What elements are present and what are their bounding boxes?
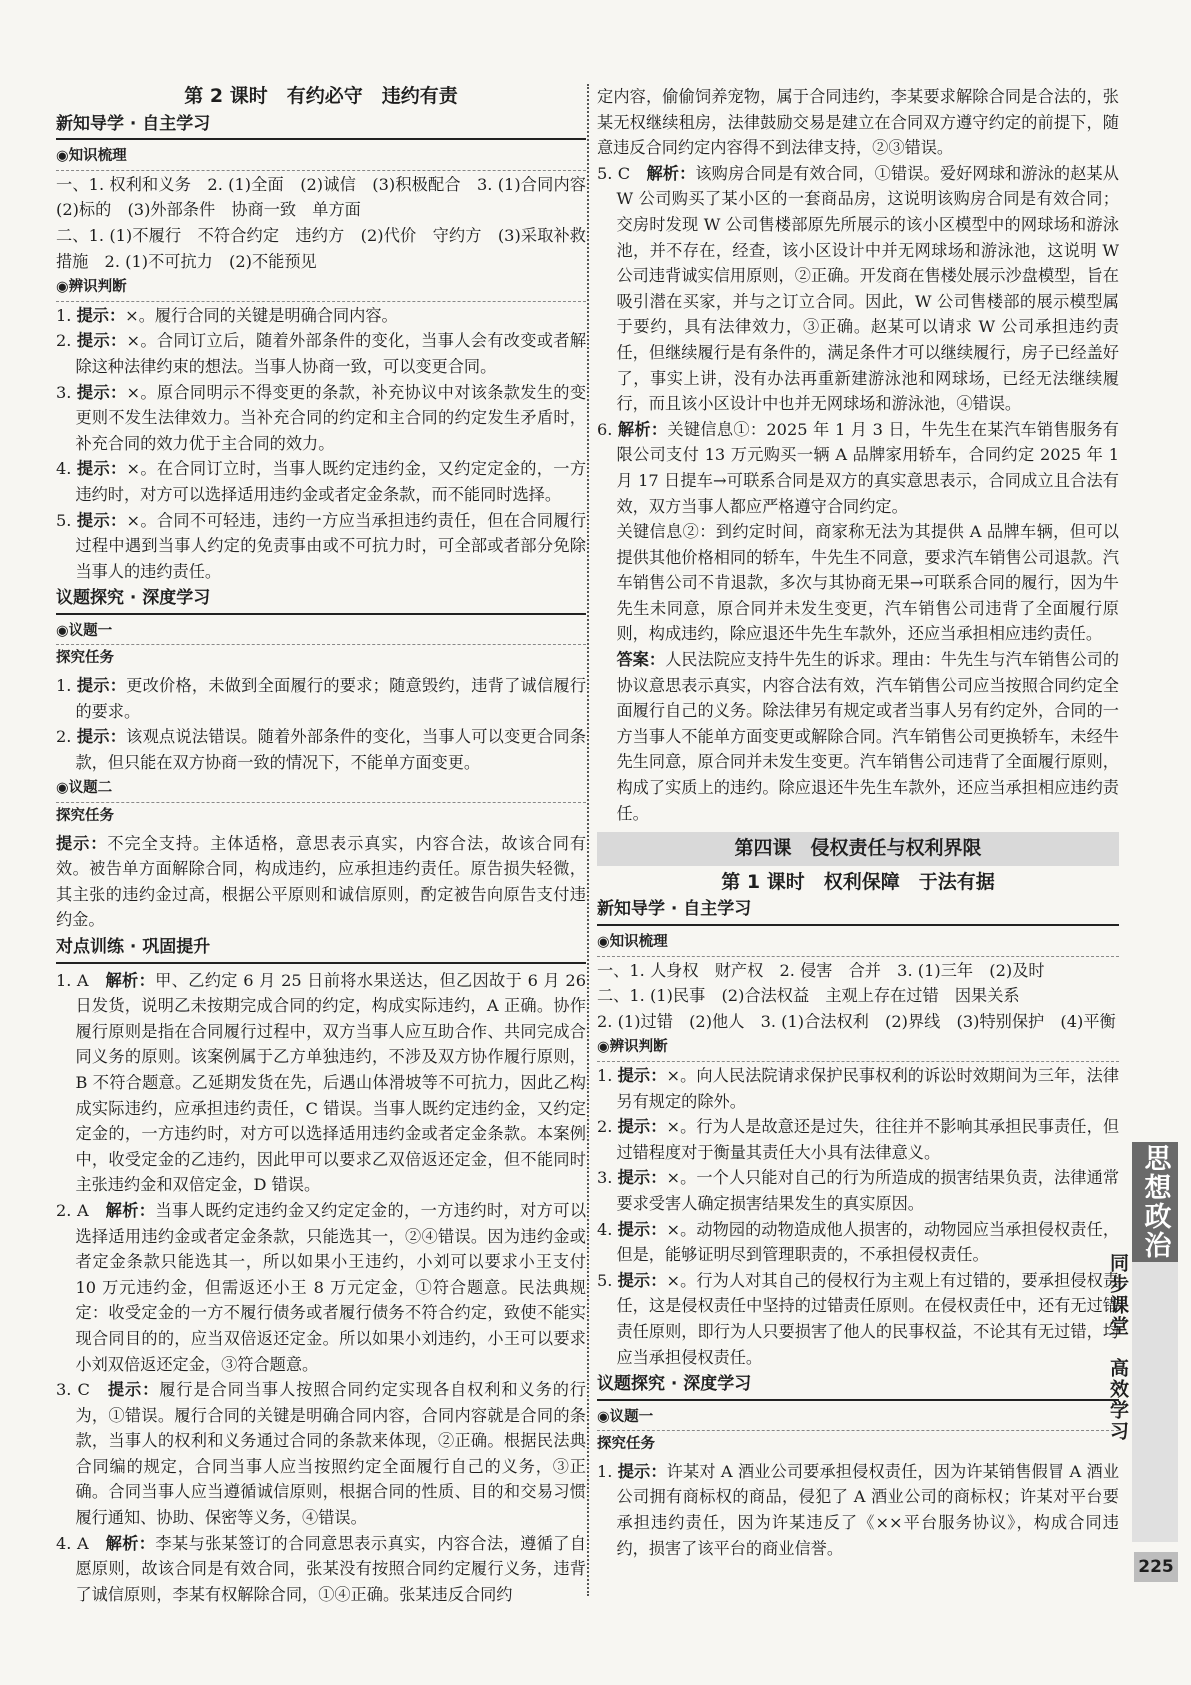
- knowledge-line: 一、1. 权利和义务 2. (1)全面 (2)诚信 (3)积极配合 3. (1)合同内容 (2)标的 (3)外部条件 协商一致 单方面: [56, 174, 603, 220]
- left-column: [56, 84, 603, 1607]
- exercise-item: 4. A 解析：李某与张某签订的合同意思表示真实，内容合法，遵循了自愿原则，故该合同是有效合同，张某没有按照合同约定履行义务，违背了诚信原则，李某有权解除合同，①④正确。张某违反合同约: [56, 1533, 587, 1604]
- exercise-paragraph: 关键信息②：到约定时间，商家称无法为其提供 A 品牌车辆，但可以提供其他价格相同的轿车，牛先生不同意，要求汽车销售公司退款。汽车销售公司不肯退款，多次与其协商无果→可联系合同的履行，因为牛先生未同意，原合同并未发生变更，汽车销售公司违背了全面履行原则，构成违约，除应退还牛先生车款外，还应当承担相应违约责任。: [616, 522, 1119, 644]
- knowledge-line: 一、1. 人身权 财产权 2. 侵害 合并 3. (1)三年 (2)及时: [597, 960, 1045, 980]
- exercise-item: 5. C 解析：该购房合同是有效合同，①错误。爱好网球和游泳的赵某从 W 公司购买了某小区的一套商品房，这说明该购房合同是有效合同；交房时发现 W 公司售楼部原先所展示的该小区模型中的网球场和游泳池，并不存在，经查，该小区设计中并无网球场和游泳池，这说明 W 公司违背诚实信用原则，②正确。开发商在售楼处展示沙盘模型，旨在吸引潜在买家，并与之订立合同。因此，W 公司售楼部的展示模型属于要约，具有法律效力，③正确。赵某可以请求 W 公司承担违约责任，但继续履行是有条件的，满足条件才可以继续履行，房子已经盖好了，事实上讲，没有办法再重新建游泳池和网球场，已经无法继续履行，而且该小区设计中也并无网球场和游泳池，④错误。: [597, 163, 1119, 414]
- column-divider: [587, 84, 589, 1596]
- series-label: 同步课堂 高效学习: [1107, 1252, 1129, 1442]
- answer-item: 1. 提示：×。履行合同的关键是明确合同内容。: [56, 305, 398, 325]
- task-heading: 探究任务: [56, 808, 114, 825]
- answer-item: 1. 提示：更改价格，未做到全面履行的要求；随意毁约，违背了诚信履行的要求。: [56, 676, 587, 721]
- chapter-title: 第四课 侵权责任与权利界限: [597, 832, 1119, 866]
- subsection-heading: ◉知识梳理: [597, 930, 1119, 957]
- section-heading: 议题探究 · 深度学习: [597, 1372, 1119, 1401]
- lesson-title: 第 2 课时 有约必守 违约有责: [184, 85, 458, 107]
- answer-item: 2. 提示：×。合同订立后，随着外部条件的变化，当事人会有改变或者解除这种法律约束的想法。当事人协商一致，可以变更合同。: [56, 331, 587, 376]
- section-heading: 议题探究 · 深度学习: [56, 586, 586, 615]
- answer-item: 提示：不完全支持。主体适格，意思表示真实，内容合法，故该合同有效。被告单方面解除合同，构成违约，应承担违约责任。原告损失轻微，其主张的违约金过高，根据公平原则和诚信原则，酌定被告向原告支付违约金。: [56, 833, 587, 930]
- exercise-item: 3. C 提示：履行是合同当事人按照合同约定实现各自权利和义务的行为，①错误。履行合同的关键是明确合同内容，合同内容就是合同的条款，当事人的权利和义务通过合同的条款来体现，②正确。根据民法典合同编的规定，合同当事人应当按照约定全面履行自己的义务，③正确。合同当事人应当遵循诚信原则，根据合同的性质、目的和交易习惯履行通知、协助、保密等义务，④错误。: [56, 1380, 586, 1528]
- exercise-item: 1. A 解析：甲、乙约定 6 月 25 日前将水果送达，但乙因故于 6 月 26 日发货，说明乙未按期完成合同的约定，构成实际违约，A 正确。协作履行原则是指在合同履行过程中，双方当事人应互助合作、共同完成合同义务的原则。该案例属于乙方单独违约，不涉及双方协作履行原则，B 不符合题意。乙延期发货在先，后遇山体滑坡等不可抗力，因此乙构成实际违约，应承担违约责任，C 错误。当事人既约定违约金，又约定定金的，一方违约时，对方可以选择适用违约金或者定金条款。本案例中，收受定金的乙违约，因此甲可以要求乙双倍返还定金，但不能同时主张违约金和双倍定金，D 错误。: [56, 970, 587, 1195]
- answer-item: 2. 提示：×。行为人是故意还是过失，往往并不影响其承担民事责任，但过错程度对于衡量其责任大小具有法律意义。: [597, 1117, 1120, 1162]
- answer-item: 1. 提示：×。向人民法院请求保护民事权利的诉讼时效期间为三年，法律另有规定的除外。: [597, 1065, 1120, 1111]
- answer-item: 4. 提示：×。在合同订立时，当事人既约定违约金，又约定定金的，一方违约时，对方可以选择适用违约金或者定金条款，而不能同时选择。: [56, 459, 587, 504]
- knowledge-line: 二、1. (1)民事 (2)合法权益 主观上存在过错 因果关系: [597, 986, 1020, 1006]
- subsection-heading: ◉议题一: [597, 1405, 1119, 1432]
- knowledge-line: 2. (1)过错 (2)他人 3. (1)合法权利 (2)界线 (3)特别保护 (4)平衡: [597, 1011, 1116, 1031]
- answer-item: 2. 提示：该观点说法错误。随着外部条件的变化，当事人可以变更合同条款，但只能在双方协商一致的情况下，不能单方面变更。: [56, 727, 587, 772]
- side-tab: [1107, 1142, 1178, 1542]
- page-number: 225: [1134, 1552, 1178, 1582]
- exercise-item: 6. 解析：关键信息①：2025 年 1 月 3 日，牛先生在某汽车销售服务有限公司支付 13 万元购买一辆 A 品牌家用轿车，合同约定 2025 年 1 月 17 日提车→可联系合同是双方的真实意思表示，合同成立且合法有效，双方当事人都应严格遵守合同约定。: [597, 419, 1119, 516]
- subsection-heading: ◉议题二: [56, 776, 586, 803]
- section-heading: 新知导学 · 自主学习: [597, 897, 1119, 926]
- answer-item: 4. 提示：×。动物园的动物造成他人损害的，动物园应当承担侵权责任，但是，能够证明尽到管理职责的，不承担侵权责任。: [597, 1219, 1120, 1265]
- subsection-heading: ◉辨识判断: [597, 1035, 1119, 1062]
- subsection-heading: ◉知识梳理: [56, 144, 586, 171]
- task-heading: 探究任务: [597, 1436, 655, 1453]
- answer-item: 3. 提示：×。原合同明示不得变更的条款，补充协议中对该条款发生的变更则不发生法律效力。当补充合同的约定和主合同的约定发生矛盾时，补充合同的效力优于主合同的效力。: [56, 382, 587, 453]
- answer-item: 3. 提示：×。一个人只能对自己的行为所造成的损害结果负责，法律通常要求受害人确定损害结果发生的真实原因。: [597, 1168, 1120, 1213]
- answer-item: 1. 提示：许某对 A 酒业公司要承担侵权责任，因为许某销售假冒 A 酒业公司拥有商标权的商品，侵犯了 A 酒业公司的商标权；许某对平台要承担违约责任，因为许某违反了《××平台服务协议》，构成合同违约，损害了该平台的商业信誉。: [597, 1461, 1120, 1558]
- answer-item: 5. 提示：×。合同不可轻违，违约一方应当承担违约责任，但在合同履行过程中遇到当事人约定的免责事由或不可抗力时，可全部或者部分免除当事人的违约责任。: [56, 510, 587, 581]
- right-column: [597, 84, 1119, 1561]
- section-heading: 对点训练 · 巩固提升: [56, 935, 586, 964]
- subject-label: 思想政治: [1132, 1142, 1178, 1262]
- subsection-heading: ◉议题一: [56, 619, 586, 646]
- exercise-item: 2. A 解析：当事人既约定违约金又约定定金的，一方违约时，对方可以选择适用违约金或者定金条款，只能选其一，②④错误。因为违约金或者定金条款只能选其一，所以如果小王违约，小刘可以要求小王支付 10 万元违约金，但需返还小王 8 万元定金，①符合题意。民法典规定：收受定金的一方不履行债务或者履行债务不符合约定，致使不能实现合同目的的，应当双倍返还定金。所以如果小刘违约，小王可以要求小刘双倍返还定金，③符合题意。: [56, 1200, 587, 1374]
- knowledge-line: 二、1. (1)不履行 不符合约定 违约方 (2)代价 守约方 (3)采取补救措施 2. (1)不可抗力 (2)不能预见: [56, 225, 586, 271]
- section-heading: 新知导学 · 自主学习: [56, 112, 586, 141]
- lesson-title: 第 1 课时 权利保障 于法有据: [721, 870, 995, 893]
- task-heading: 探究任务: [56, 650, 114, 667]
- exercise-continuation: 定内容，偷偷饲养宠物，属于合同违约，李某要求解除合同是合法的，张某无权继续租房，法律鼓励交易是建立在合同双方遵守约定的前提下，随意违反合同约定内容得不到法律支持，②③错误。: [597, 87, 1119, 158]
- subsection-heading: ◉辨识判断: [56, 275, 586, 302]
- answer-item: 5. 提示：×。行为人对其自己的侵权行为主观上有过错的，要承担侵权责任，这是侵权责任中坚持的过错责任原则。在侵权责任中，还有无过错责任原则，即行为人只要损害了他人的民事权益，不论其有无过错，均应当承担侵权责任。: [597, 1270, 1120, 1367]
- answer-paragraph: 答案：人民法院应支持牛先生的诉求。理由：牛先生与汽车销售公司的协议意思表示真实，内容合法有效，汽车销售公司应当按照合同约定全面履行自己的义务。除法律另有规定或者当事人另有约定外，合同的一方当事人不能单方面变更或解除合同。汽车销售公司更换轿车，未经牛先生同意，原合同并未发生变更。汽车销售公司违背了全面履行原则，构成了实质上的违约。除应退还牛先生车款外，还应当承担相应违约责任。: [616, 650, 1120, 823]
